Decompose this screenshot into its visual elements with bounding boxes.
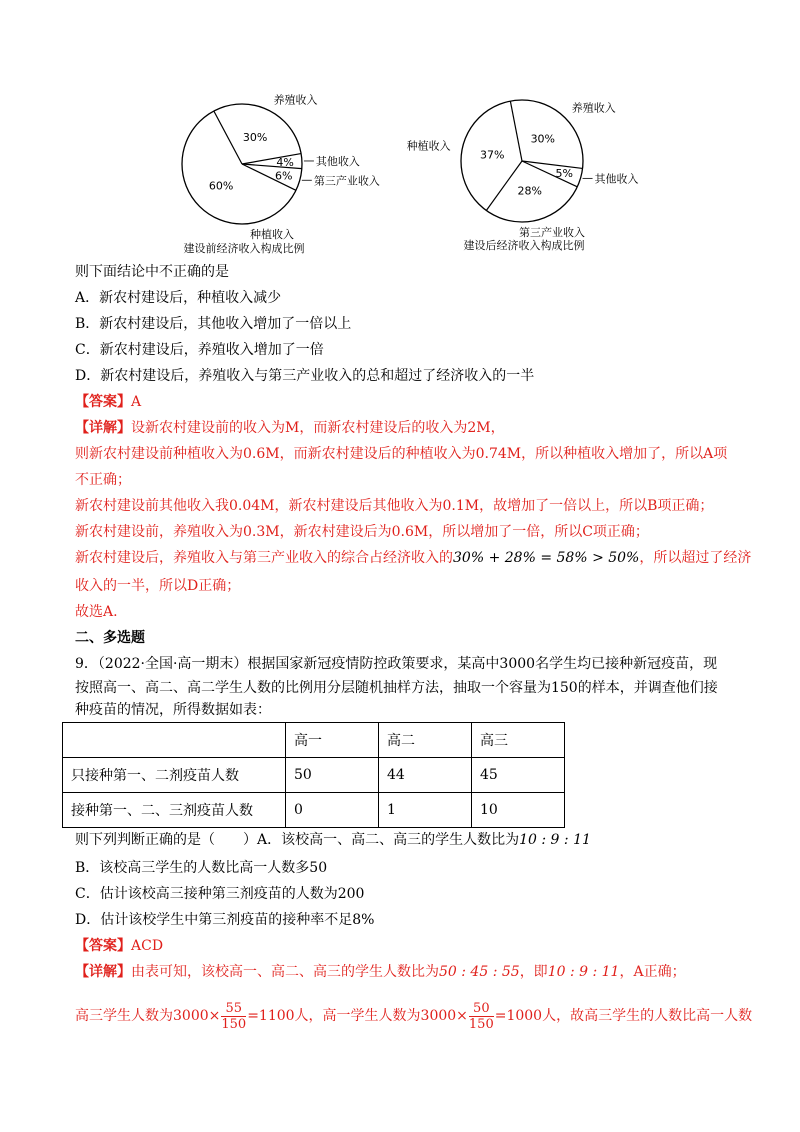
answer-value: A <box>131 394 142 410</box>
detail-text: 高三学生人数为 <box>75 1008 173 1024</box>
q9-stem-1: 9．（2022·全国·高一期末）根据国家新冠疫情防控政策要求，某高中3000名学生均已接种新冠疫苗，现 <box>75 656 718 672</box>
pie-charts <box>60 78 639 268</box>
q8-option-a: A．新农村建设后，种植收入减少 <box>75 290 282 306</box>
pie-caption: 建设前经济收入构成比例 <box>183 242 305 255</box>
detail-text: 设新农村建设前的收入为M，而新农村建设后的收入为2M， <box>131 420 505 436</box>
table-cell: 高三 <box>472 723 565 758</box>
table-cell: 0 <box>286 793 379 828</box>
table-cell: 高一 <box>286 723 379 758</box>
math-expression: 3000× <box>173 1008 221 1024</box>
pie-category-label: 种植收入 <box>406 139 451 153</box>
pie-caption: 建设后经济收入构成比例 <box>463 239 585 252</box>
pie-percent-label: 28% <box>517 184 542 198</box>
q8-option-b: B．新农村建设后，其他收入增加了一倍以上 <box>75 316 352 332</box>
answer-tag: 【答案】 <box>75 938 131 954</box>
table-cell: 高二 <box>379 723 472 758</box>
q8-answer <box>75 392 141 412</box>
pie-percent-label: 60% <box>208 179 234 193</box>
detail-tag: 【详解】 <box>75 964 131 980</box>
math-fraction <box>469 1001 494 1032</box>
detail-tag: 【详解】 <box>75 420 131 436</box>
math-ratio: 10 : 9 : 11 <box>547 964 620 980</box>
q8-detail-7: 收入的一半，所以D正确； <box>75 578 241 594</box>
pie-chart-after <box>407 100 639 252</box>
detail-text: 人，高一学生人数为 <box>294 1008 421 1024</box>
detail-text: ，即 <box>519 964 548 980</box>
q8-detail-8: 故选A. <box>75 604 118 620</box>
fraction-denominator: 150 <box>221 1016 247 1032</box>
fraction-numerator: 50 <box>469 1001 494 1017</box>
pie-percent-label: 5% <box>555 167 573 181</box>
table-row <box>63 758 565 793</box>
math-expression: 30% + 28% = 58% > 50% <box>453 550 640 566</box>
q9-option-c: C．估计该校高三接种第三剂疫苗的人数为200 <box>75 886 365 902</box>
fraction-denominator: 150 <box>468 1016 494 1032</box>
detail-text: 由表可知，该校高一、高二、高三的学生人数比为 <box>131 964 439 980</box>
q9-data-table <box>62 722 565 828</box>
answer-value: ACD <box>131 938 164 954</box>
table-cell: 44 <box>379 758 472 793</box>
q9-option-d: D．估计该校学生中第三剂疫苗的接种率不足8% <box>75 912 375 928</box>
q9-stem-2: 按照高一、高二、高二学生人数的比例用分层随机抽样方法，抽取一个容量为150的样本，并调查他们接 <box>75 680 718 696</box>
detail-text: ，A正确； <box>619 964 686 980</box>
pie-category-label: 第三产业收入 <box>519 226 585 239</box>
q9-answer <box>75 936 163 956</box>
pie-percent-label: 6% <box>274 169 293 183</box>
math-expression: =1100 <box>247 1008 295 1024</box>
detail-text: 新农村建设后，养殖收入与第三产业收入的综合占经济收入的 <box>75 550 453 566</box>
table-cell: 接种第一、二、三剂疫苗人数 <box>63 793 286 828</box>
table-cell: 只接种第一、二剂疫苗人数 <box>63 758 286 793</box>
table-header-row <box>63 723 565 758</box>
answer-tag: 【答案】 <box>75 394 131 410</box>
pie-category-label: 种植收入 <box>250 228 294 241</box>
pie-category-label: 其他收入 <box>315 154 360 168</box>
option-text: 则下列判断正确的是（ ）A．该校高一、高二、高三的学生人数比为 <box>75 832 520 848</box>
q8-option-d: D．新农村建设后，养殖收入与第三产业收入的总和超过了经济收入的一半 <box>75 368 535 384</box>
q9-option-a <box>75 830 591 850</box>
pie-category-label: 养殖收入 <box>273 93 318 107</box>
q8-detail-6 <box>75 548 751 568</box>
table-cell: 1 <box>379 793 472 828</box>
table-cell: 45 <box>472 758 565 793</box>
pie-chart-before <box>182 92 380 255</box>
math-ratio: 10 : 9 : 11 <box>519 832 591 848</box>
math-expression: 3000× <box>420 1008 468 1024</box>
table-cell <box>63 723 286 758</box>
table-cell: 10 <box>472 793 565 828</box>
table-row <box>63 793 565 828</box>
pie-percent-label: 4% <box>276 155 294 169</box>
q8-detail-4: 新农村建设前其他收入我0.04M，新农村建设后其他收入为0.1M，故增加了一倍以上，所以B项正确； <box>75 498 714 514</box>
pie-percent-label: 30% <box>242 131 268 145</box>
q9-option-b: B．该校高三学生的人数比高一人数多50 <box>75 860 328 876</box>
pie-category-label: 第三产业收入 <box>313 174 380 188</box>
q8-stem: 则下面结论中不正确的是 <box>75 264 229 280</box>
pie-category-label: 养殖收入 <box>571 101 616 115</box>
q9-stem-3: 种疫苗的情况，所得数据如表： <box>75 702 271 718</box>
q9-detail-1 <box>75 962 686 982</box>
detail-text: ，所以超过了经济 <box>639 550 752 566</box>
q8-detail-1 <box>75 418 505 438</box>
pie-charts-svg <box>60 78 639 268</box>
pie-percent-label: 37% <box>479 148 505 162</box>
pie-percent-label: 30% <box>530 132 556 146</box>
q8-detail-2: 则新农村建设前种植收入为0.6M，而新农村建设后的种植收入为0.74M，所以种植收入增加了，所以A项 <box>75 446 728 462</box>
pie-category-label: 其他收入 <box>594 172 639 186</box>
q9-detail-2 <box>75 996 752 1036</box>
detail-text: 人，故高三学生的人数比高一人数 <box>542 1008 753 1024</box>
section-heading: 二、多选题 <box>75 630 145 646</box>
q8-detail-5: 新农村建设前，养殖收入为0.3M，新农村建设后为0.6M，所以增加了一倍，所以C项正确； <box>75 524 649 540</box>
q8-option-c: C．新农村建设后，养殖收入增加了一倍 <box>75 342 324 358</box>
table-cell: 50 <box>286 758 379 793</box>
math-fraction <box>221 1001 246 1032</box>
math-expression: =1000 <box>494 1008 543 1024</box>
math-ratio: 50 : 45 : 55 <box>439 964 520 980</box>
q8-detail-3: 不正确； <box>75 472 131 488</box>
fraction-numerator: 55 <box>221 1001 246 1017</box>
